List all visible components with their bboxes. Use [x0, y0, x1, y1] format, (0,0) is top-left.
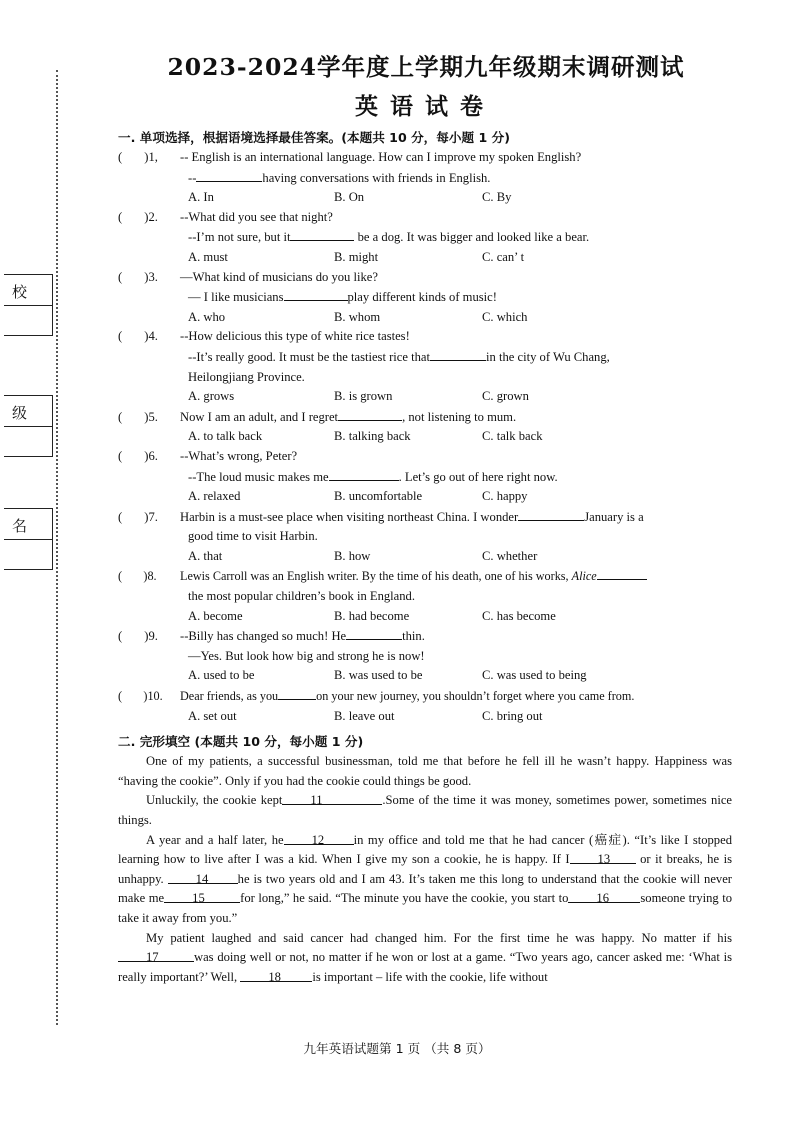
answer-paren[interactable]: ( )10.: [118, 689, 163, 704]
blank[interactable]: [284, 287, 348, 301]
question-2: ( )2. --What did you see that night? --I’m not sure, but it be a dog. It was bigger and looked like a bear. A. must B. might C. can’ t: [118, 208, 732, 268]
blank[interactable]: [518, 507, 584, 521]
exam-content: [118, 50, 732, 987]
question-5: ( )5. Now I am an adult, and I regret , not listening to mum. A. to talk back B. talking back C. talk back: [118, 407, 732, 447]
options: A. grows B. is grown C. grown: [188, 389, 529, 404]
answer-paren[interactable]: ( )8.: [118, 569, 157, 584]
school-field[interactable]: [4, 274, 53, 336]
blank-17[interactable]: 17: [118, 948, 194, 962]
options: A. relaxed B. uncomfortable C. happy: [188, 489, 528, 504]
cloze-paragraph-2: Unluckily, the cookie kept 11 .Some of the time it was money, sometimes power, sometimes nice things.: [118, 793, 732, 827]
blank[interactable]: [597, 566, 647, 580]
options: A. must B. might C. can’ t: [188, 249, 525, 264]
section2-heading: 二. 完形填空 (本题共 10 分，每小题 1 分): [118, 734, 364, 750]
blank[interactable]: [290, 227, 354, 241]
class-field[interactable]: [4, 395, 53, 457]
answer-paren[interactable]: ( )7.: [118, 509, 158, 524]
options: A. set out B. leave out C. bring out: [188, 708, 543, 723]
answer-paren[interactable]: ( )3.: [118, 269, 158, 284]
page-footer: 九年英语试题第 1 页 （共 8 页）: [303, 1041, 491, 1056]
answer-paren[interactable]: ( )1,: [118, 150, 158, 164]
answer-paren[interactable]: ( )4.: [118, 329, 158, 344]
answer-paren[interactable]: ( )2.: [118, 209, 158, 224]
question-1: ( )1, -- English is an international language. How can I improve my spoken English? -- having conversations with friends in English. A. In B. On C. By: [118, 148, 732, 208]
question-7: ( )7. Harbin is a must-see place when visiting northeast China. I wonder January is a good time to visit Harbin. A. that B. how C. whether: [118, 507, 732, 567]
answer-paren[interactable]: ( )5.: [118, 409, 158, 424]
options: A. that B. how C. whether: [188, 548, 538, 563]
question-10: ( )10. Dear friends, as you on your new journey, you shouldn’t forget where you came from. A. set out B. leave out C. bring out: [118, 686, 732, 726]
exam-subtitle: 英语试卷: [355, 93, 495, 120]
question-9: ( )9. --Billy has changed so much! He thin. —Yes. But look how big and strong he is now! A. used to be B. was used to be C. was used to being: [118, 626, 732, 686]
options: A. used to be B. was used to be C. was used to being: [188, 668, 587, 683]
dotted-cut-line: [56, 70, 58, 1025]
section1-heading: 一. 单项选择，根据语境选择最佳答案。(本题共 10 分，每小题 1 分): [118, 130, 510, 145]
blank[interactable]: [430, 347, 486, 361]
school-label: 校: [12, 283, 28, 301]
name-field[interactable]: [4, 508, 53, 570]
answer-paren[interactable]: ( )9.: [118, 629, 158, 644]
blank[interactable]: [196, 168, 262, 182]
blank-16[interactable]: 16: [568, 889, 640, 903]
blank-18[interactable]: 18: [240, 968, 312, 982]
blank[interactable]: [278, 686, 316, 700]
options: A. to talk back B. talking back C. talk back: [188, 429, 543, 444]
blank-15[interactable]: 15: [164, 889, 240, 903]
question-3: ( )3. —What kind of musicians do you like? — I like musicians play different kinds of music! A. who B. whom C. which: [118, 268, 732, 328]
options: A. In B. On C. By: [188, 190, 512, 205]
cloze-paragraph-1: One of my patients, a successful businessman, told me that before he fell ill he wasn’t happy. Happiness was “having the cookie”. Only if you had the cookie could things be good.: [118, 754, 732, 788]
answer-paren[interactable]: ( )6.: [118, 448, 158, 463]
name-label: 名: [12, 517, 28, 535]
blank-12[interactable]: 12: [284, 831, 354, 845]
question-4: ( )4. --How delicious this type of white rice tastes! --It’s really good. It must be the tastiest rice that in the city of Wu Chang, Heilongjiang Province. A. grows B. is grown C. grown: [118, 327, 732, 406]
options: A. who B. whom C. which: [188, 309, 528, 324]
blank[interactable]: [346, 626, 402, 640]
blank-13[interactable]: 13: [570, 850, 636, 864]
blank-14[interactable]: 14: [168, 870, 238, 884]
question-8: ( )8. Lewis Carroll was an English writer. By the time of his death, one of his works, Alice the most popular children’s book in England. A. become B. had become C. has become: [118, 566, 732, 626]
class-label: 级: [12, 404, 28, 422]
binding-margin: [0, 0, 62, 1123]
blank-11[interactable]: 11: [282, 791, 382, 805]
question-6: ( )6. --What’s wrong, Peter? --The loud music makes me . Let’s go out of here right now. A. relaxed B. uncomfortable C. happy: [118, 447, 732, 507]
options: A. become B. had become C. has become: [188, 608, 556, 623]
blank[interactable]: [329, 467, 399, 481]
exam-title: 2023-2024学年度上学期九年级期末调研测试: [167, 53, 685, 81]
cloze-paragraph-3: A year and a half later, he 12 in my office and told me that he had cancer (癌症). “It’s like I stopped learning how to live after I was a kid. When I give my son a cookie, he is happy. If I 13 or it breaks, he is unhappy. 14 he is two years old and I am 43. It’s taken me this long to understand that the cookie will never make me 15 for long,” he said. “The minute you have the cookie, you start to 16 someone trying to take it away from you.”: [118, 832, 733, 925]
cloze-paragraph-4: My patient laughed and said cancer had changed him. For the first time he was happy. No matter if his17 was doing well or not, no matter if he won or lost at a game. “Two years ago, cancer asked me: ‘What is really important?’ Well, 18 is important – life with the cookie, life without: [118, 930, 732, 984]
blank[interactable]: [338, 407, 402, 421]
